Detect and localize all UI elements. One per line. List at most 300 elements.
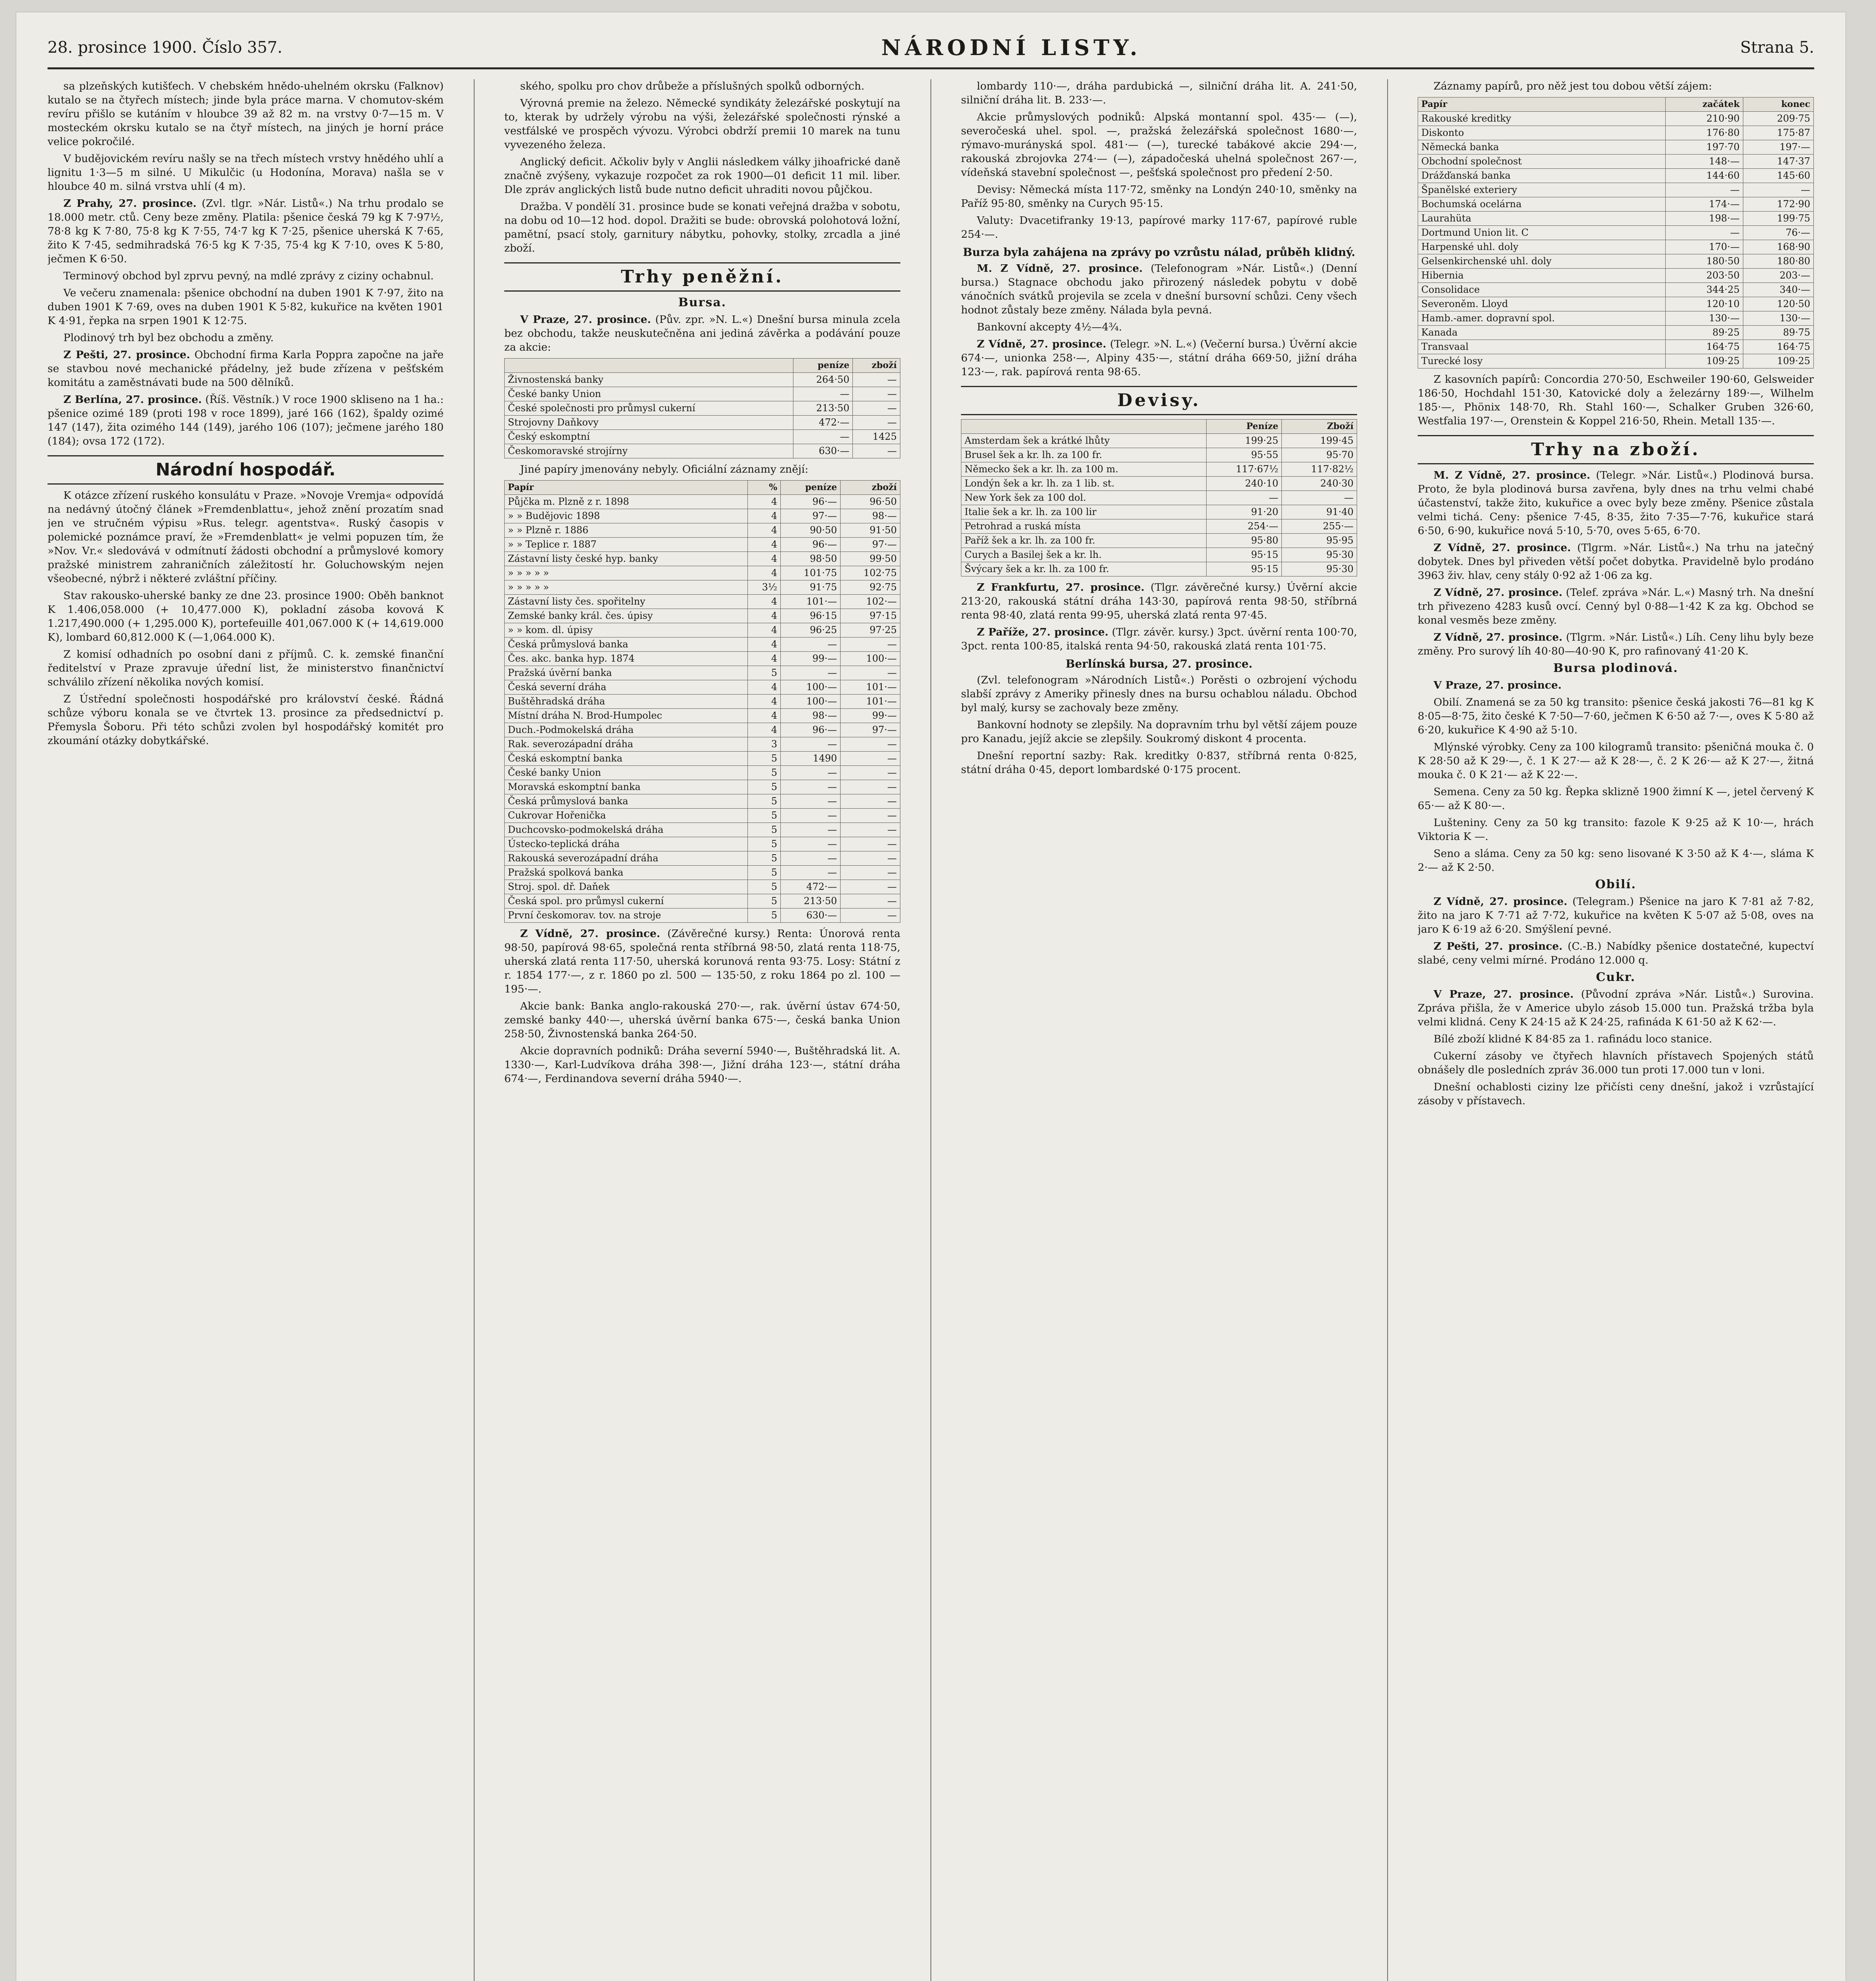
table-row xyxy=(1418,155,1814,169)
table-cell-value: 340·— xyxy=(1743,283,1813,297)
table-row xyxy=(505,695,900,709)
table-row xyxy=(505,652,900,666)
table-cell-value: 147·37 xyxy=(1743,155,1813,169)
issue-date: 28. prosince 1900. Číslo 357. xyxy=(48,38,282,57)
table-cell-value: 254·— xyxy=(1207,519,1282,534)
table-cell-label: » » Teplice r. 1887 xyxy=(505,538,748,552)
table-cell-value: 96·— xyxy=(781,538,841,552)
table-row xyxy=(961,462,1357,477)
dateline: Z Vídně, 27. prosince. xyxy=(1434,631,1563,643)
table-row xyxy=(505,752,900,766)
table-row xyxy=(1418,169,1814,183)
article-text xyxy=(504,313,900,354)
table-cell-label: Dortmund Union lit. C xyxy=(1418,226,1666,240)
column-header xyxy=(961,420,1207,434)
table-cell-value: — xyxy=(841,666,900,680)
table-cell-value: 630·— xyxy=(781,908,841,923)
table-cell-label: Strojovny Daňkovy xyxy=(505,416,793,430)
table-row xyxy=(1418,212,1814,226)
table-cell-label: Čes. akc. banka hyp. 1874 xyxy=(505,652,748,666)
table-cell-label: » » Budějovic 1898 xyxy=(505,509,748,523)
subheading-sugar: Cukr. xyxy=(1596,970,1636,984)
dateline: Z Vídně, 27. prosince. xyxy=(1434,586,1563,599)
table-header-row xyxy=(961,420,1357,434)
table-cell-label: Italie šek a kr. lh. za 100 lir xyxy=(961,505,1207,519)
dateline: Z Pešti, 27. prosince. xyxy=(1434,940,1563,952)
section-heading-goods-markets: Trhy na zboží. xyxy=(1418,435,1814,464)
table-row xyxy=(505,723,900,737)
table-cell-label: Živnostenská banky xyxy=(505,373,793,387)
table-cell-label: Kanada xyxy=(1418,326,1666,340)
table-cell-value: 240·10 xyxy=(1207,477,1282,491)
article-text: (Zvl. telefonogram »Národních Listů«.) Porěsti o ozbrojení východu slabší zprávy z Ameriky přinesly dnes na bursu ochablou náladu. Obchod byl malý, kursy se zachovaly beze změny. xyxy=(961,674,1357,714)
table-row xyxy=(505,823,900,837)
table-cell-value: — xyxy=(853,416,900,430)
dateline: Z Vídně, 27. prosince. xyxy=(1434,895,1567,908)
devisy-table xyxy=(961,419,1357,576)
table-row xyxy=(961,534,1357,548)
table-cell-value: 4 xyxy=(748,523,781,538)
table-note: Jiné papíry jmenovány nebyly. Oficiální záznamy znějí: xyxy=(520,463,808,475)
table-cell-value: 5 xyxy=(748,866,781,880)
table-cell-label: Diskonto xyxy=(1418,126,1666,140)
article-text xyxy=(48,393,444,448)
table-cell-label: Ústecko-teplická dráha xyxy=(505,837,748,851)
table-cell-value: 101·— xyxy=(781,595,841,609)
table-cell-value: 90·50 xyxy=(781,523,841,538)
table-row xyxy=(505,523,900,538)
table-cell-value: 120·50 xyxy=(1743,297,1813,311)
article-text: Cukerní zásoby ve čtyřech hlavních přístavech Spojených států obnášely dle posledních zpráv 36.000 tun proti 17.000 tun v loni. xyxy=(1418,1050,1814,1076)
table-cell-value: 172·90 xyxy=(1743,197,1813,212)
article-text: Z komisí odhadních po osobní dani z příjmů. C. k. zemské finanční ředitelství v Praze zpravuje úřední list, že ministerstvo finančnictví schválilo zřízení několika nových komisí. xyxy=(48,648,444,688)
table-cell-value: 210·90 xyxy=(1666,112,1743,126)
table-cell-label: Zemské banky král. čes. úpisy xyxy=(505,609,748,623)
table-row xyxy=(505,595,900,609)
table-row xyxy=(505,908,900,923)
article-text: Lušteniny. Ceny za 50 kg transito: fazole K 9·25 až K 10·—, hrách Viktoria K —. xyxy=(1418,817,1814,843)
table-cell-label: Německo šek a kr. lh. za 100 m. xyxy=(961,462,1207,477)
dateline: Z Vídně, 27. prosince. xyxy=(977,338,1106,350)
article-text xyxy=(1418,987,1814,1029)
table-cell-value: 145·60 xyxy=(1743,169,1813,183)
table-row xyxy=(961,505,1357,519)
table-cell-label: Gelsenkirchenské uhl. doly xyxy=(1418,254,1666,269)
table-cell-label: Česká průmyslová banka xyxy=(505,637,748,652)
column-header: zboží xyxy=(853,359,900,373)
table-cell-value: — xyxy=(1666,226,1743,240)
table-row xyxy=(1418,297,1814,311)
table-cell-value: 89·75 xyxy=(1743,326,1813,340)
table-cell-value: 4 xyxy=(748,623,781,637)
article-body: (Telegr. »N. L.«) (Večerní bursa.) Úvěrní akcie 674·—, unionka 258·—, Alpiny 435·—, státní dráha 669·50, jižní dráha 123·—, rak. papírová renta 98·65. xyxy=(961,338,1357,378)
table-cell-value: 101·75 xyxy=(781,566,841,580)
table-cell-label: Bochumská ocelárna xyxy=(1418,197,1666,212)
table-cell-value: 175·87 xyxy=(1743,126,1813,140)
column-header xyxy=(505,359,793,373)
article-text xyxy=(1418,630,1814,658)
table-row xyxy=(505,509,900,523)
article-body: (Tlgr. závěr. kursy.) 3pct. úvěrní renta 100·70, 3pct. renta 100·85, italská renta 94·50, rakouská zlatá renta 101·75. xyxy=(961,626,1357,652)
table-row xyxy=(505,666,900,680)
table-cell-label: Harpenské uhl. doly xyxy=(1418,240,1666,254)
berlin-bourse-lede: Berlínská bursa, 27. prosince. xyxy=(1066,657,1253,670)
article-text: Akcie dopravních podniků: Dráha severní 5940·—, Buštěhradská lit. A. 1330·—, Karl-Ludvíkova dráha 398·—, Jižní dráha 123·—, státní dráha 674·—, Ferdinandova severní dráha 5940·—. xyxy=(504,1045,900,1085)
table-cell-value: 180·80 xyxy=(1743,254,1813,269)
table-row xyxy=(1418,240,1814,254)
table-cell-label: Buštěhradská dráha xyxy=(505,695,748,709)
table-cell-value: 4 xyxy=(748,595,781,609)
table-cell-label: Rakouská severozápadní dráha xyxy=(505,851,748,866)
table-cell-value: — xyxy=(841,794,900,809)
article-text: Devisy: Německá místa 117·72, směnky na Londýn 240·10, směnky na Paříž 95·80, směnky na Curych 95·15. xyxy=(961,183,1357,210)
table-cell-label: České banky Union xyxy=(505,766,748,780)
dateline: V Praze, 27. prosince. xyxy=(520,313,651,326)
table-row xyxy=(505,387,900,401)
table-cell-value: — xyxy=(1743,183,1813,197)
article-text xyxy=(1418,678,1814,692)
article-body: (Závěrečné kursy.) Renta: Únorová renta 98·50, papírová 98·65, společná renta stříbrná 98·50, zlatá renta 118·75, uherská zlatá renta 117·50, uherská korunová renta 93·75. Losy: Státní z r. 1854 177·—, z r. 1860 po zl. 500 — 135·50, z roku 1864 po zl. 100 — 195·—. xyxy=(504,928,900,995)
article-text: Stav rakousko-uherské banky ze dne 23. prosince 1900: Oběh banknot K 1.406,058.000 (+ 10,477.000 K), pokladní zásoba kovová K 1.217,490.000 (+ 1,295.000 K), portefeuille 401,067.000 K (+ 14,619.000 K), lombard 60,812.000 K (—1,064.000 K). xyxy=(48,590,444,643)
table-cell-label: Petrohrad a ruská místa xyxy=(961,519,1207,534)
table-row xyxy=(505,609,900,623)
table-cell-label: Cukrovar Hořenička xyxy=(505,809,748,823)
table-cell-value: 101·— xyxy=(841,680,900,695)
table-cell-value: — xyxy=(841,737,900,752)
column-header: peníze xyxy=(781,481,841,495)
table-row xyxy=(1418,269,1814,283)
table-cell-label: Curych a Basilej šek a kr. lh. xyxy=(961,548,1207,562)
table-cell-value: — xyxy=(781,666,841,680)
table-cell-value: — xyxy=(841,809,900,823)
table-cell-value: 164·75 xyxy=(1666,340,1743,354)
table-cell-value: 199·25 xyxy=(1207,434,1282,448)
table-cell-label: Amsterdam šek a krátké lhůty xyxy=(961,434,1207,448)
table-cell-value: 1425 xyxy=(853,430,900,444)
table-cell-value: 5 xyxy=(748,780,781,794)
table-row xyxy=(505,894,900,908)
article-text: K otázce zřízení ruského konsulátu v Praze. »Novoje Vremja« odpovídá na nedávný útočný článek »Fremdenblattu«, jehož znění prozatím snad jen ve stručném výpisu »Rus. telegr. agentstva«. Ruský časopis v polemické poznámce praví, že »Fremdenblatt« je velmi popuzen tím, že »Nov. Vr.« sledovává v odmítnutí žádosti obchodní a průmyslové komory pražské ministrem zahraničních záležitostí hr. Goluchowským nejen všeobecné, nýbrž i některé zvláštní příčiny. xyxy=(48,489,444,585)
table-cell-label: Rak. severozápadní dráha xyxy=(505,737,748,752)
table-cell-label: Půjčka m. Plzně z r. 1898 xyxy=(505,495,748,509)
table-row xyxy=(1418,126,1814,140)
table-cell-value: — xyxy=(841,766,900,780)
table-row xyxy=(505,766,900,780)
table-cell-value: 4 xyxy=(748,652,781,666)
table-cell-value: 109·25 xyxy=(1743,354,1813,368)
table-row xyxy=(505,880,900,894)
table-cell-value: 95·30 xyxy=(1282,548,1357,562)
article-text: ského, spolku pro chov drůbeže a příslušných spolků odborných. xyxy=(520,80,865,92)
table-cell-value: — xyxy=(853,444,900,458)
article-text: Záznamy papírů, pro něž jest tou dobou větší zájem: xyxy=(1434,80,1712,92)
table-cell-value: — xyxy=(841,866,900,880)
table-cell-value: 5 xyxy=(748,837,781,851)
table-row xyxy=(505,538,900,552)
article-text: Bankovní akcepty 4½—4¾. xyxy=(977,321,1122,333)
masthead xyxy=(48,28,1814,69)
table-cell-value: 97·— xyxy=(841,723,900,737)
table-cell-label: Německá banka xyxy=(1418,140,1666,155)
table-cell-value: 264·50 xyxy=(793,373,853,387)
table-row xyxy=(505,637,900,652)
article-text xyxy=(1418,895,1814,936)
table-cell-value: 4 xyxy=(748,538,781,552)
table-cell-value: 213·50 xyxy=(793,401,853,416)
column-header: Papír xyxy=(505,481,748,495)
article-text: Výrovná premie na železo. Německé syndikáty železářské poskytují na to, kterak by udržely výrobu na výši, železářské společnosti rýnské a vestfálské ve prospěch vývozu. Výrobci obdrží premii 10 marek na tunu vyvezeného železa. xyxy=(504,97,900,151)
table-cell-value: 198·— xyxy=(1666,212,1743,226)
table-cell-label: » » » » » xyxy=(505,566,748,580)
table-row xyxy=(505,794,900,809)
dateline: V Praze, 27. prosince. xyxy=(1434,988,1574,1000)
table-row xyxy=(505,444,900,458)
article-body: (Telefonogram »Nár. Listů«.) (Denní bursa.) Stagnace obchodu jako přirozený následek pobytu v době vánočních svátků projevila se zcela v dnešní bursovní schůzi. Ceny všech hodnot zůstaly beze změny. Nálada byla pevná. xyxy=(961,262,1357,316)
table-cell-value: 164·75 xyxy=(1743,340,1813,354)
table-cell-value: 4 xyxy=(748,609,781,623)
table-cell-value: 4 xyxy=(748,695,781,709)
table-cell-value: 199·45 xyxy=(1282,434,1357,448)
article-text: Plodinový trh byl bez obchodu a změny. xyxy=(63,332,274,344)
table-cell-value: — xyxy=(793,430,853,444)
table-cell-value: 130·— xyxy=(1666,311,1743,326)
table-row xyxy=(1418,283,1814,297)
table-cell-value: 98·50 xyxy=(781,552,841,566)
table-cell-value: 203·— xyxy=(1743,269,1813,283)
column-header: konec xyxy=(1743,97,1813,112)
table-cell-value: 209·75 xyxy=(1743,112,1813,126)
table-cell-value: — xyxy=(781,866,841,880)
article-text: lombardy 110·—, dráha pardubická —, silniční dráha lit. A. 241·50, silniční dráha lit. B. 233·—. xyxy=(961,80,1357,106)
table-cell-value: 4 xyxy=(748,566,781,580)
article-text: Z Ústřední společnosti hospodářské pro království české. Řádná schůze výboru konala se ve čtvrtek 13. prosince za předsednictví p. Přemysla Šoboru. Při této schůzi zvolen byl hospodářský komitét pro zkoumání otázky dobytkářské. xyxy=(48,693,444,747)
article-text: Ve večeru znamenala: pšenice obchodní na duben 1901 K 7·97, žito na duben 1901 K 7·69, oves na duben 1901 K 5·82, kukuřice na květen 1901 K 4·91, řepka na srpen 1901 K 12·75. xyxy=(48,287,444,327)
table-cell-value: 100·— xyxy=(841,652,900,666)
table-cell-value: 213·50 xyxy=(781,894,841,908)
table-row xyxy=(505,430,900,444)
table-row xyxy=(505,780,900,794)
table-row xyxy=(505,401,900,416)
table-cell-label: Consolidace xyxy=(1418,283,1666,297)
article-body: Obchodní firma Karla Poppra započne na jaře se stavbou nové mechanické přádelny, jež bude zřízena v pešťském komitátu a zaměstnávati bude na 500 dělníků. xyxy=(48,349,444,389)
article-text xyxy=(1418,541,1814,582)
table-row xyxy=(1418,354,1814,368)
table-cell-value: 96·50 xyxy=(841,495,900,509)
table-header-row xyxy=(505,359,900,373)
table-cell-label: Zástavní listy čes. spořitelny xyxy=(505,595,748,609)
table-row xyxy=(505,709,900,723)
table-cell-value: 91·50 xyxy=(841,523,900,538)
table-cell-label: » » kom. dl. úpisy xyxy=(505,623,748,637)
table-cell-label: Rakouské kreditky xyxy=(1418,112,1666,126)
section-heading-economy: Národní hospodář. xyxy=(48,455,444,485)
article-text xyxy=(961,337,1357,379)
table-cell-value: — xyxy=(853,387,900,401)
table-cell-value: 203·50 xyxy=(1666,269,1743,283)
table-cell-label: Česká spol. pro průmysl cukerní xyxy=(505,894,748,908)
table-cell-value: — xyxy=(841,637,900,652)
table-cell-value: 97·— xyxy=(841,538,900,552)
bourse-lede: Burza byla zahájena na zprávy po vzrůstu nálad, průběh klidný. xyxy=(963,246,1356,259)
table-cell-value: 130·— xyxy=(1743,311,1813,326)
article-text: Bílé zboží klidné K 84·85 za 1. rafinádu loco stanice. xyxy=(1434,1033,1712,1045)
table-cell-value: 5 xyxy=(748,794,781,809)
article-text: sa plzeňských kutišťech. V chebském hnědo-uhelném okrsku (Falknov) kutalo se na čtyřech místech; jinde byla práce marna. V chomutov-ském revíru přišlo se kutáním v hloubce 39 až 82 m. na vrstvy 0·7—15 m. V mosteckém okrsku kutalo se na čtyř místech, na jiných je horní práce velice pokročilé. xyxy=(48,80,444,148)
table-cell-value: 99·— xyxy=(781,652,841,666)
interest-papers-table xyxy=(1418,97,1814,368)
table-cell-value: 180·50 xyxy=(1666,254,1743,269)
section-heading-money-markets: Trhy peněžní. xyxy=(504,262,900,292)
column-header: Peníze xyxy=(1207,420,1282,434)
column-header: začátek xyxy=(1666,97,1743,112)
table-cell-label: Hamb.-amer. dopravní spol. xyxy=(1418,311,1666,326)
table-cell-value: 100·— xyxy=(781,695,841,709)
table-cell-value: 101·— xyxy=(841,695,900,709)
table-cell-value: 5 xyxy=(748,894,781,908)
article-text: Terminový obchod byl zprvu pevný, na mdlé zprávy z ciziny ochabnul. xyxy=(63,270,434,282)
article-body: (Telegram.) Pšenice na jaro K 7·81 až 7·82, žito na jaro K 7·71 až 7·72, kukuřice na květen K 5·07 až 5·08, oves na jaro K 6·19 až 6·20. Smýšlení pevné. xyxy=(1418,895,1814,935)
table-cell-value: — xyxy=(841,752,900,766)
article-text: Valuty: Dvacetifranky 19·13, papírové marky 117·67, papírové ruble 254·—. xyxy=(961,214,1357,240)
table-cell-label: Obchodní společnost xyxy=(1418,155,1666,169)
table-cell-label: České společnosti pro průmysl cukerní xyxy=(505,401,793,416)
table-cell-value: 95·15 xyxy=(1207,562,1282,576)
table-cell-label: Paříž šek a kr. lh. za 100 fr. xyxy=(961,534,1207,548)
table-cell-value: 95·55 xyxy=(1207,448,1282,462)
table-cell-value: 4 xyxy=(748,680,781,695)
article-body: (Původní zpráva »Nár. Listů«.) Surovina. Zpráva přišla, že v Americe ubylo zásob 15.000 tun. Pražská tržba byla velmi klidná. Ceny K 24·15 až K 24·25, rafináda K 61·50 až K 62·—. xyxy=(1418,988,1814,1028)
article-text: Seno a sláma. Ceny za 50 kg: seno lisované K 3·50 až K 4·—, sláma K 2·— až K 2·50. xyxy=(1418,847,1814,874)
table-row xyxy=(1418,326,1814,340)
table-cell-label: Transvaal xyxy=(1418,340,1666,354)
table-cell-value: 199·75 xyxy=(1743,212,1813,226)
table-row xyxy=(1418,140,1814,155)
article-text: Mlýnské výrobky. Ceny za 100 kilogramů transito: pšeničná mouka č. 0 K 28·50 až K 29·—, č. 1 K 27·— až K 28·—, č. 2 K 26·— až K 27·—, žitná mouka č. 0 K 21·— až K 22·—. xyxy=(1418,741,1814,781)
table-cell-label: Moravská eskomptní banka xyxy=(505,780,748,794)
table-cell-label: Španělské exteriery xyxy=(1418,183,1666,197)
dateline: Z Vídně, 27. prosince. xyxy=(1434,542,1571,554)
table-cell-value: 96·— xyxy=(781,495,841,509)
table-cell-label: Londýn šek a kr. lh. za 1 lib. st. xyxy=(961,477,1207,491)
table-row xyxy=(961,491,1357,505)
table-cell-label: Laurahüta xyxy=(1418,212,1666,226)
table-cell-value: 91·40 xyxy=(1282,505,1357,519)
subheading-grain: Obilí. xyxy=(1595,878,1636,891)
table-cell-value: 3 xyxy=(748,737,781,752)
table-cell-value: — xyxy=(781,737,841,752)
table-cell-value: 91·20 xyxy=(1207,505,1282,519)
table-cell-value: 5 xyxy=(748,766,781,780)
table-cell-value: 98·— xyxy=(841,509,900,523)
dateline: Z Berlína, 27. prosince. xyxy=(63,393,202,406)
table-cell-value: 76·— xyxy=(1743,226,1813,240)
article-text xyxy=(48,348,444,389)
table-cell-value: 168·90 xyxy=(1743,240,1813,254)
table-row xyxy=(505,680,900,695)
table-cell-value: 99·— xyxy=(841,709,900,723)
table-row xyxy=(505,851,900,866)
article-text: Semena. Ceny za 50 kg. Řepka sklizně 1900 žimní K —, jetel červený K 65·— až K 80·—. xyxy=(1418,786,1814,812)
table-row xyxy=(1418,183,1814,197)
dateline: M. Z Vídně, 27. prosince. xyxy=(1434,469,1590,481)
article-text: Dnešní ochablosti ciziny lze přičísti ceny dnešní, jakož i vzrůstající zásoby v přístavech. xyxy=(1418,1081,1814,1107)
column-1 xyxy=(48,79,444,1981)
table-cell-label: Švýcary šek a kr. lh. za 100 fr. xyxy=(961,562,1207,576)
article-body: (Tlgrm. »Nár. Listů«.) Líh. Ceny lihu byly beze změny. Pro surový líh 40·80—40·90 K, pro rafinovaný 41·20 K. xyxy=(1418,631,1814,657)
table-cell-value: 5 xyxy=(748,880,781,894)
column-header: % xyxy=(748,481,781,495)
article-body: (Telegr. »Nár. Listů«.) Plodinová bursa. Proto, že byla plodinová bursa zavřena, byly dnes na trhu velmi chabé účastenství, takže žito, kukuřice a ovec byly beze změny. Pšenice zůstala velmi tichá. Ceny: pšenice 7·45, 8·35, žito 7·35—7·76, kukuřice stará 6·50, 6·90, kukuřice nová 5·10, 5·70, oves 5·65, 6·70. xyxy=(1418,469,1814,537)
table-cell-value: 95·70 xyxy=(1282,448,1357,462)
table-cell-label: Pražská spolková banka xyxy=(505,866,748,880)
table-cell-value: 5 xyxy=(748,908,781,923)
subheading-bourse: Bursa. xyxy=(678,296,726,309)
table-row xyxy=(1418,311,1814,326)
table-cell-value: — xyxy=(781,794,841,809)
table-row xyxy=(505,809,900,823)
table-cell-value: 630·— xyxy=(793,444,853,458)
article-body: (Zvl. tlgr. »Nár. Listů«.) Na trhu prodalo se 18.000 metr. ctů. Ceny beze změny. Platila: pšenice česká 79 kg K 7·97½, 78·8 kg K 7·80, 75·8 kg K 7·55, 74·7 kg K 7·25, pšenice uherská K 7·65, žito K 7·45, sedmihradská 76·5 kg K 7·35, 75·4 kg K 7·10, oves K 5·80, ječmen K 6·50. xyxy=(48,197,444,265)
article-text: V budějovickém revíru našly se na třech místech vrstvy hnědého uhlí a lignitu 1·3—5 m silné. U Mikulčic (u Hodonína, Morava) našla se v hloubce 40 m. silná vrstva uhlí (4 m). xyxy=(48,153,444,193)
table-row xyxy=(505,416,900,430)
dateline: Z Paříže, 27. prosince. xyxy=(977,626,1109,638)
table-cell-label: Duchcovsko-podmokelská dráha xyxy=(505,823,748,837)
table-cell-value: — xyxy=(781,766,841,780)
article-text: Anglický deficit. Ačkoliv byly v Anglii následkem války jihoafrické daně značně zvýšeny, vykazuje rozpočet za rok 1900—01 deficit 11 mil. liber. Dle zpráv anglických listů bude nutno deficit uhraditi novou půjčkou. xyxy=(504,156,900,196)
article-text: Obilí. Znamená se za 50 kg transito: pšenice česká jakosti 76—81 kg K 8·05—8·75, žito české K 7·50—7·60, ječmen K 6·50 až 7·—, oves K 5·80 až 6·20, kukuřice K 4·90 až 5·10. xyxy=(1418,696,1814,736)
table-cell-value: 98·— xyxy=(781,709,841,723)
table-cell-value: 170·— xyxy=(1666,240,1743,254)
table-cell-value: 176·80 xyxy=(1666,126,1743,140)
table-row xyxy=(1418,112,1814,126)
article-body: (Tlgrm. »Nár. Listů«.) Na trhu na jatečný dobytek. Dnes byl přiveden větší počet dobytka. Pravidelně bylo prodáno 3963 živ. hlav, ceny stály 0·92 až 1·06 za kg. xyxy=(1418,542,1814,582)
table-row xyxy=(1418,254,1814,269)
table-cell-value: 97·— xyxy=(781,509,841,523)
table-cell-value: 120·10 xyxy=(1666,297,1743,311)
newspaper-title: NÁRODNÍ LISTY. xyxy=(881,35,1142,60)
table-cell-value: 96·25 xyxy=(781,623,841,637)
table-cell-value: 4 xyxy=(748,637,781,652)
table-cell-value: 4 xyxy=(748,723,781,737)
article-text xyxy=(1418,586,1814,627)
table-cell-value: 117·82½ xyxy=(1282,462,1357,477)
table-row xyxy=(505,837,900,851)
table-cell-value: — xyxy=(793,387,853,401)
dateline: Z Pešti, 27. prosince. xyxy=(63,349,190,361)
article-body: (Telef. zpráva »Nár. L.«) Masný trh. Na dnešní trh přivezeno 4283 kusů ovcí. Cenný byl 0·88—1·42 K za kg. Obchod se konal vesměs beze změny. xyxy=(1418,586,1814,626)
table-row xyxy=(961,562,1357,576)
table-row xyxy=(961,477,1357,491)
table-row xyxy=(505,552,900,566)
article-body: (Tlgr. závěrečné kursy.) Úvěrní akcie 213·20, rakouská státní dráha 143·30, papírová renta 98·50, stříbrná renta 98·40, zlatá renta 99·95, uherská zlatá renta 97·45. xyxy=(961,581,1357,621)
table-cell-label: Drážďanská banka xyxy=(1418,169,1666,183)
table-cell-value: — xyxy=(841,908,900,923)
column-2 xyxy=(504,79,900,1981)
table-cell-value: 89·25 xyxy=(1666,326,1743,340)
article-text: Dnešní reportní sazby: Rak. kreditky 0·837, stříbrná renta 0·825, státní dráha 0·45, deport lombardské 0·175 procent. xyxy=(961,750,1357,776)
table-cell-value: 97·15 xyxy=(841,609,900,623)
table-cell-label: Pražská úvěrní banka xyxy=(505,666,748,680)
article-body: (C.-B.) Nabídky pšenice dostatečné, kupectví slabé, ceny velmi mírné. Prodáno 12.000 q. xyxy=(1418,940,1814,966)
table-cell-value: — xyxy=(781,780,841,794)
official-quotes-table xyxy=(504,480,900,923)
dateline: Z Prahy, 27. prosince. xyxy=(63,197,197,210)
table-cell-value: — xyxy=(1207,491,1282,505)
table-cell-value: 95·80 xyxy=(1207,534,1282,548)
table-cell-value: 102·75 xyxy=(841,566,900,580)
table-cell-value: 148·— xyxy=(1666,155,1743,169)
table-cell-value: 95·95 xyxy=(1282,534,1357,548)
